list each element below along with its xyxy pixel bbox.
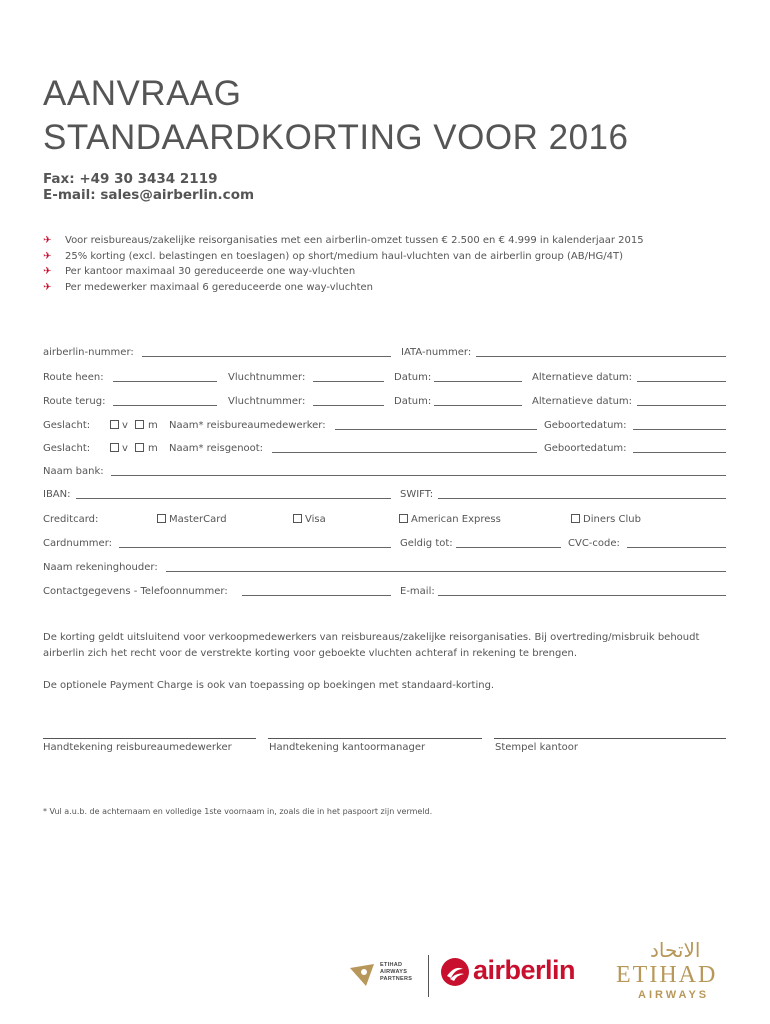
cardnumber-label: Cardnummer: [43, 538, 113, 549]
date-field[interactable] [434, 405, 522, 406]
iban-field[interactable] [76, 498, 391, 499]
plane-icon: ✈ [43, 251, 52, 262]
swift-label: SWIFT: [400, 489, 434, 500]
birthdate-field[interactable] [633, 452, 726, 453]
date-label: Datum: [394, 396, 432, 407]
flight-number-field[interactable] [313, 381, 384, 382]
etihad-partners-text: ETIHAD AIRWAYS PARTNERS [380, 962, 413, 982]
airberlin-wordmark: airberlin [473, 955, 576, 985]
fax-number: Fax: +49 30 3434 2119 [43, 171, 218, 187]
account-holder-label: Naam rekeninghouder: [43, 562, 158, 573]
contact-phone-field[interactable] [242, 595, 391, 596]
airberlin-emblem-icon [440, 957, 470, 987]
cardnumber-field[interactable] [119, 547, 391, 548]
gender-female-label: v [122, 443, 128, 454]
route-return-label: Route terug: [43, 396, 106, 407]
date-label: Datum: [394, 372, 432, 383]
etihad-partners-emblem-icon [348, 962, 378, 988]
visa-label: Visa [305, 514, 326, 525]
mastercard-checkbox[interactable] [157, 514, 166, 523]
birthdate-field[interactable] [633, 429, 726, 430]
plane-icon: ✈ [43, 266, 52, 277]
gender-label: Geslacht: [43, 443, 91, 454]
signature-manager-line[interactable] [268, 738, 482, 739]
contact-phone-label: Contactgegevens - Telefoonnummer: [43, 586, 228, 597]
birthdate-label: Geboortedatum: [544, 420, 627, 431]
bullet-item: ✈ 25% korting (excl. belastingen en toeslagen) op short/medium haul-vluchten van de airberlin group (AB/HG/4T) [43, 251, 623, 262]
disclaimer-paragraph: De korting geldt uitsluitend voor verkoopmedewerkers van reisbureaus/zakelijke reisorganisaties. Bij overtreding/misbruik behoudt airberlin zich het recht voor de verstrekte korting voor geboekte vluchten achteraf in rekening te brengen. [43, 632, 700, 659]
flight-number-field[interactable] [313, 405, 384, 406]
plane-icon: ✈ [43, 282, 52, 293]
gender-male-label: m [148, 420, 158, 431]
cvc-label: CVC-code: [568, 538, 620, 549]
title-line-2: STANDAARDKORTING VOOR 2016 [43, 118, 629, 157]
account-holder-field[interactable] [166, 571, 726, 572]
contact-email-label: E-mail: [400, 586, 435, 597]
bullet-item: ✈ Per kantoor maximaal 30 gereduceerde one way-vluchten [43, 266, 356, 277]
bullet-item: ✈ Voor reisbureaus/zakelijke reisorganisaties met een airberlin-omzet tussen € 2.500 en € 4.999 in kalenderjaar 2015 [43, 235, 644, 246]
logo-divider [428, 955, 429, 997]
stamp-label: Stempel kantoor [495, 742, 578, 753]
amex-checkbox[interactable] [399, 514, 408, 523]
gender-female-checkbox[interactable] [110, 443, 119, 452]
birthdate-label: Geboortedatum: [544, 443, 627, 454]
iata-number-field[interactable] [476, 356, 726, 357]
swift-field[interactable] [438, 498, 726, 499]
gender-male-label: m [148, 443, 158, 454]
payment-charge-paragraph: De optionele Payment Charge is ook van toepassing op boekingen met standaard-korting. [43, 680, 495, 691]
flight-number-label: Vluchtnummer: [228, 396, 306, 407]
diners-label: Diners Club [583, 514, 641, 525]
etihad-airways-wordmark: AIRWAYS [638, 989, 710, 1001]
etihad-arabic-wordmark: الاتحاد [650, 938, 701, 962]
email-address: E-mail: sales@airberlin.com [43, 187, 255, 203]
mastercard-label: MasterCard [169, 514, 227, 525]
employee-name-label: Naam* reisbureaumedewerker: [169, 420, 326, 431]
bullet-item: ✈ Per medewerker maximaal 6 gereduceerde one way-vluchten [43, 282, 373, 293]
companion-name-label: Naam* reisgenoot: [169, 443, 264, 454]
gender-male-checkbox[interactable] [135, 420, 144, 429]
alt-date-label: Alternatieve datum: [532, 396, 633, 407]
signature-manager-label: Handtekening kantoormanager [269, 742, 426, 753]
date-field[interactable] [434, 381, 522, 382]
valid-until-label: Geldig tot: [400, 538, 453, 549]
cvc-field[interactable] [627, 547, 726, 548]
etihad-wordmark: ETIHAD [616, 962, 718, 988]
airberlin-number-label: airberlin-nummer: [43, 347, 134, 358]
employee-name-field[interactable] [335, 429, 537, 430]
bank-name-field[interactable] [111, 475, 726, 476]
valid-until-field[interactable] [456, 547, 561, 548]
gender-male-checkbox[interactable] [135, 443, 144, 452]
etihad-partners-logo [348, 958, 423, 992]
alt-date-label: Alternatieve datum: [532, 372, 633, 383]
companion-name-field[interactable] [272, 452, 537, 453]
flight-number-label: Vluchtnummer: [228, 372, 306, 383]
visa-checkbox[interactable] [293, 514, 302, 523]
route-outbound-label: Route heen: [43, 372, 104, 383]
signature-employee-label: Handtekening reisbureaumedewerker [43, 742, 232, 753]
route-return-field[interactable] [113, 405, 217, 406]
alt-date-field[interactable] [637, 381, 726, 382]
footnote: * Vul a.u.b. de achternaam en volledige 1ste voornaam in, zoals die in het paspoort zijn vermeld. [43, 807, 433, 816]
creditcard-label: Creditcard: [43, 514, 99, 525]
gender-female-checkbox[interactable] [110, 420, 119, 429]
iban-label: IBAN: [43, 489, 71, 500]
alt-date-field[interactable] [637, 405, 726, 406]
gender-label: Geslacht: [43, 420, 91, 431]
title-line-1: AANVRAAG [43, 74, 242, 113]
contact-email-field[interactable] [438, 595, 726, 596]
amex-label: American Express [411, 514, 501, 525]
bank-name-label: Naam bank: [43, 466, 104, 477]
diners-checkbox[interactable] [571, 514, 580, 523]
airberlin-number-field[interactable] [142, 356, 391, 357]
route-outbound-field[interactable] [113, 381, 217, 382]
plane-icon: ✈ [43, 235, 52, 246]
gender-female-label: v [122, 420, 128, 431]
stamp-line[interactable] [494, 738, 726, 739]
iata-number-label: IATA-nummer: [401, 347, 472, 358]
signature-employee-line[interactable] [43, 738, 256, 739]
